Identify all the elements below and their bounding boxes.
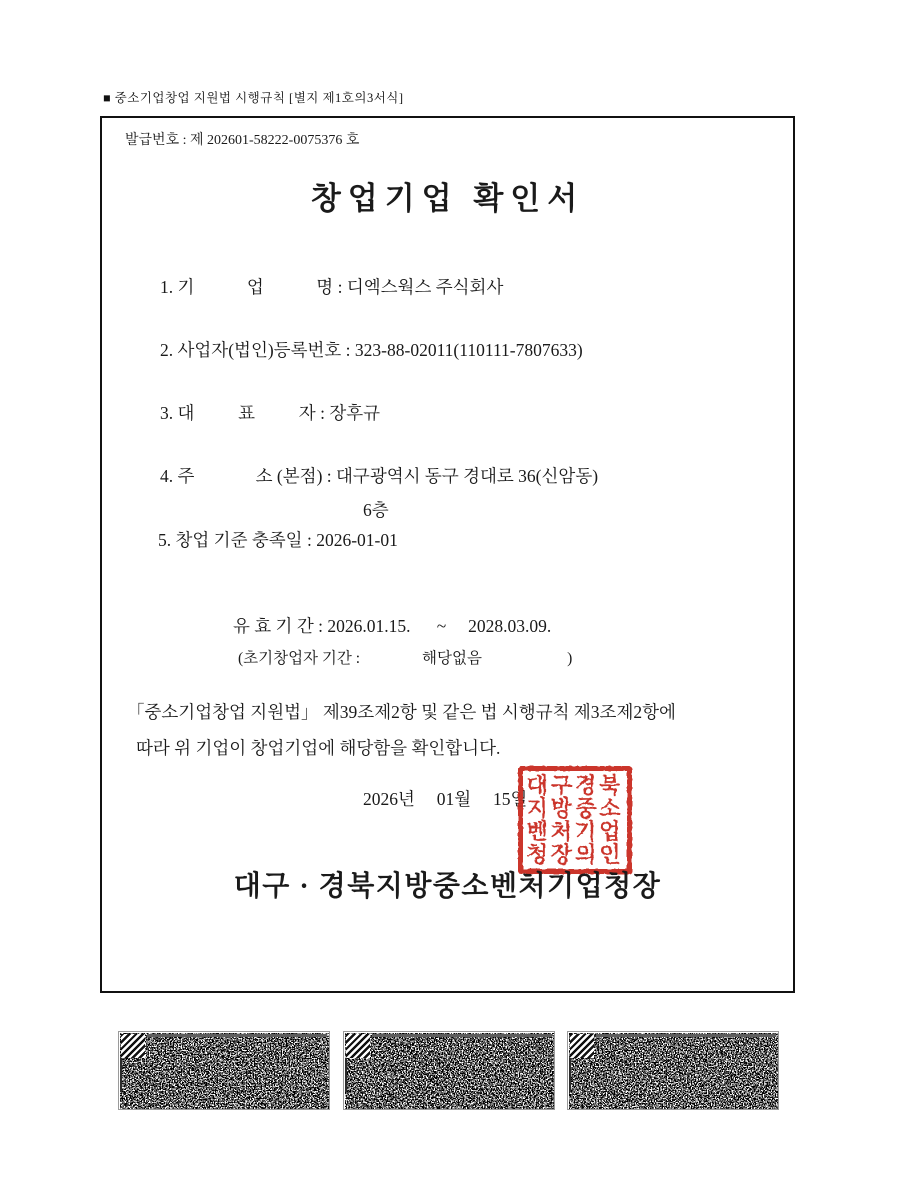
certificate-box [100,116,795,993]
barcode-corner-icon [346,1034,370,1058]
field-company-name: 1. 기 업 명 : 디엑스웍스 주식회사 [160,277,504,297]
barcode-block [343,1031,555,1110]
official-seal-stamp [518,766,632,874]
field-startup-criteria-date: 5. 창업 기준 충족일 : 2026-01-01 [158,530,398,550]
field-address: 4. 주 소 (본점) : 대구광역시 동구 경대로 36(신암동) [160,466,599,486]
barcode-block [567,1031,779,1110]
barcode-noise [345,1033,554,1109]
field-registration-number: 2. 사업자(법인)등록번호 : 323-88-02011(110111-7807633) [160,340,583,360]
barcode-top-line [372,1034,552,1037]
issue-date: 2026년 01월 15일 [363,789,528,809]
seal-row: 벤처기업 [526,819,624,844]
barcode-corner-icon [121,1034,145,1058]
statement-line1: 「중소기업창업 지원법」 제39조제2항 및 같은 법 시행규칙 제3조제2항에 [127,702,676,722]
statement-line2: 따라 위 기업이 창업기업에 해당함을 확인합니다. [136,738,501,758]
initial-founder-period: (초기창업자 기간 : 해당없음 ) [238,650,573,667]
barcode-left-line [120,1058,122,1092]
issuing-authority-signature: 대구 · 경북지방중소벤처기업청장 [233,871,662,902]
barcode-block [118,1031,330,1110]
page-title: 창업기업 확인서 [310,181,585,216]
seal-row: 지방중소 [526,796,624,821]
barcode-noise [569,1033,778,1109]
issue-number: 발급번호 : 제 202601-58222-0075376 호 [125,133,360,148]
barcode-left-line [345,1058,347,1092]
barcode-noise [120,1033,329,1109]
barcode-top-line [596,1034,776,1037]
barcode-left-line [569,1058,571,1092]
field-representative: 3. 대 표 자 : 장후규 [160,403,381,423]
barcode-top-line [147,1034,327,1037]
validity-period: 유 효 기 간 : 2026.01.15. ~ 2028.03.09. [233,616,552,636]
form-reference: ■ 중소기업창업 지원법 시행규칙 [별지 제1호의3서식] [103,91,404,105]
barcode-corner-icon [570,1034,594,1058]
seal-row: 청장의인 [526,842,624,867]
field-address-line2: 6층 [363,500,389,520]
seal-row: 대구경북 [526,773,624,798]
